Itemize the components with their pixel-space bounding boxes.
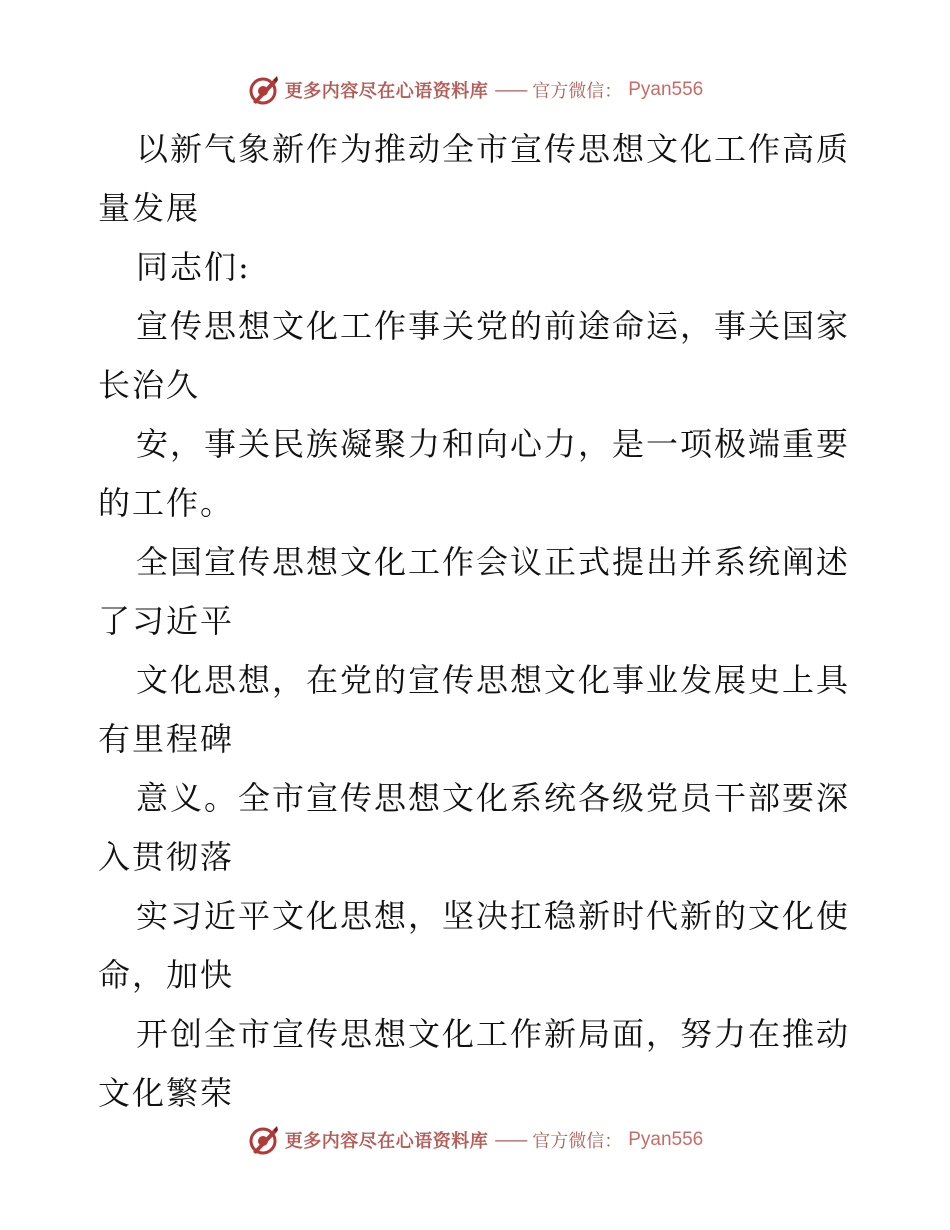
salutation: 同志们: bbox=[136, 248, 251, 286]
text-line: 入贯彻落 bbox=[98, 838, 235, 876]
watermark-wechat-id: Pyan556 bbox=[628, 1129, 704, 1150]
watermark-official-label: 官方微信： bbox=[532, 1131, 623, 1152]
text-line: 全国宣传思想文化工作会议正式提出并系统阐述 bbox=[136, 543, 851, 581]
text-line: 意义。全市宣传思想文化系统各级党员干部要深 bbox=[136, 779, 851, 817]
title-line-1: 以新气象新作为推动全市宣传思想文化工作高质 bbox=[136, 130, 851, 168]
pen-logo-icon bbox=[247, 74, 279, 106]
text-line: 的工作。 bbox=[98, 484, 235, 522]
text-line: 有里程碑 bbox=[98, 720, 235, 758]
title-line-2: 量发展 bbox=[98, 189, 201, 227]
watermark-official-label: 官方微信： bbox=[532, 81, 623, 102]
header-watermark bbox=[0, 72, 950, 108]
watermark-dash: —— bbox=[494, 1129, 527, 1151]
text-line: 开创全市宣传思想文化工作新局面，努力在推动 bbox=[136, 1015, 851, 1053]
watermark-dash: —— bbox=[494, 79, 527, 101]
text-line: 了习近平 bbox=[98, 602, 235, 640]
text-line: 文化繁荣 bbox=[98, 1074, 235, 1112]
text-line: 宣传思想文化工作事关党的前途命运，事关国家 bbox=[136, 307, 851, 345]
watermark-site-text: 更多内容尽在心语资料库 bbox=[284, 1131, 489, 1152]
text-line: 文化思想，在党的宣传思想文化事业发展史上具 bbox=[136, 661, 851, 699]
document-body bbox=[98, 120, 858, 1123]
text-line: 安，事关民族凝聚力和向心力，是一项极端重要 bbox=[136, 425, 851, 463]
text-line: 长治久 bbox=[98, 366, 201, 404]
pen-logo-icon bbox=[247, 1124, 279, 1156]
text-line: 实习近平文化思想，坚决扛稳新时代新的文化使 bbox=[136, 897, 851, 935]
footer-watermark bbox=[0, 1122, 950, 1158]
text-line: 命，加快 bbox=[98, 956, 235, 994]
watermark-site-text: 更多内容尽在心语资料库 bbox=[284, 81, 489, 102]
watermark-wechat-id: Pyan556 bbox=[628, 79, 704, 100]
